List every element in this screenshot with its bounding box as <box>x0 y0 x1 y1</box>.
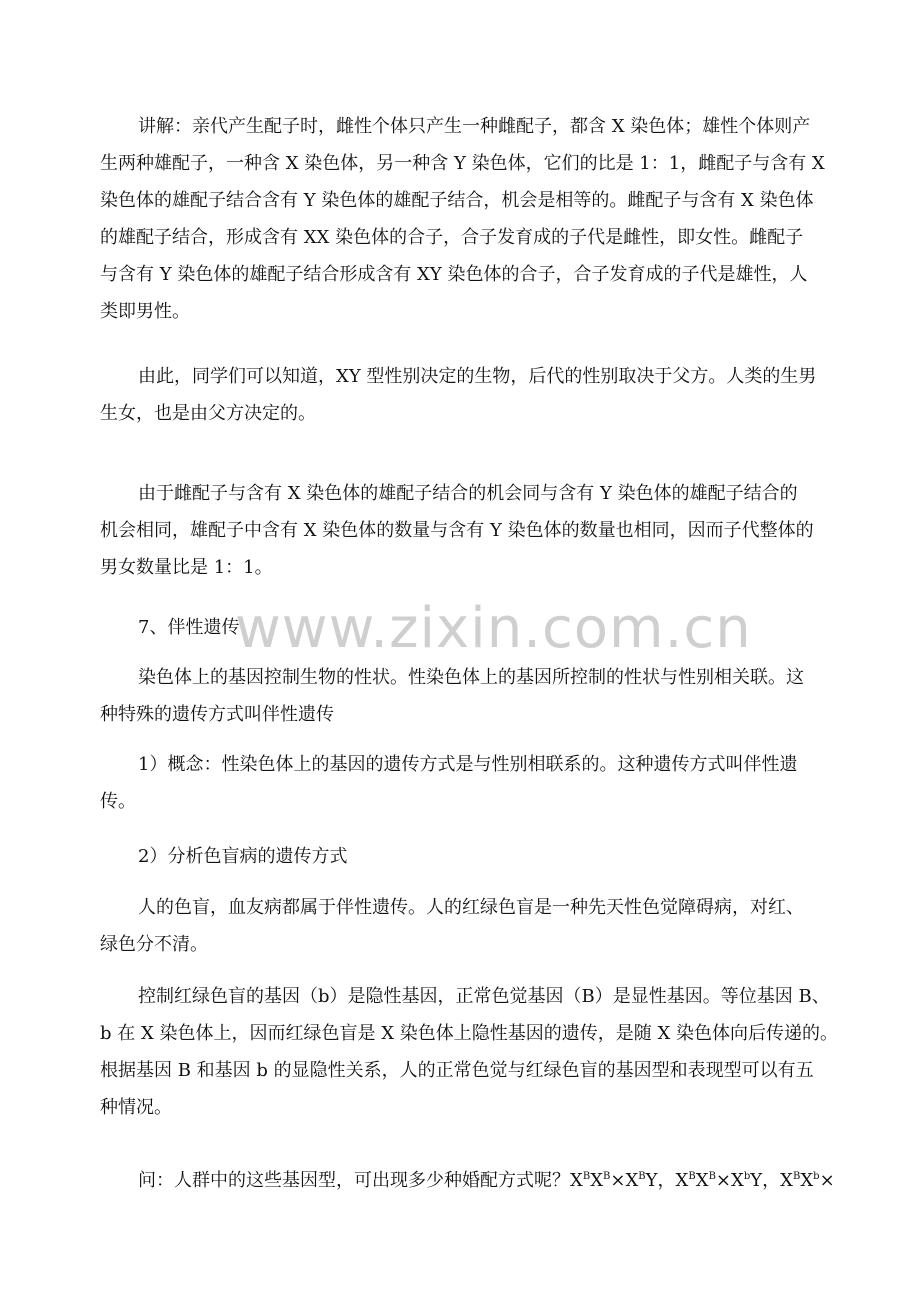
allele-sup: b <box>743 1171 751 1182</box>
allele-sup: b <box>813 1171 820 1182</box>
gene-base: X <box>731 1170 744 1191</box>
paragraph-explanation <box>100 108 824 330</box>
allele-sup: B <box>688 1171 696 1182</box>
gene-base: X <box>625 1170 639 1191</box>
text-line: 染色体的雄配子结合含有 Y 染色体的雄配子结合，机会是相等的。雌配子与含有 X 染色体 <box>100 190 814 211</box>
text-line: 人的色盲，血友病都属于伴性遗传。人的红绿色盲是一种先天性色觉障碍病，对红、 <box>138 897 804 918</box>
allele-sup: B <box>638 1171 646 1182</box>
text-line: 传。 <box>100 791 136 812</box>
gene-base: X <box>780 1170 793 1191</box>
text-line: 绿色分不清。 <box>100 934 208 955</box>
paragraph-conclusion <box>100 358 824 432</box>
cross-1 <box>570 1170 676 1191</box>
gene-base: Y <box>750 1170 763 1191</box>
section-heading <box>100 609 824 646</box>
gene-base: X <box>570 1170 583 1191</box>
cross-operator: × <box>610 1170 626 1191</box>
separator: ， <box>657 1170 676 1191</box>
paragraph-genes <box>100 978 839 1126</box>
gene-base: X <box>675 1170 689 1191</box>
text-line: 染色体上的基因控制生物的性状。性染色体上的基因所控制的性状与性别相关联。这 <box>138 667 804 688</box>
allele-sup: B <box>792 1171 801 1182</box>
separator: ， <box>762 1170 781 1191</box>
text-line: 的雄配子结合，形成含有 XX 染色体的合子，合子发育成的子代是雌性，即女性。雌配子 <box>100 227 804 248</box>
cross-operator: × <box>819 1170 835 1191</box>
gene-base: Y <box>645 1170 658 1191</box>
text-line: 1）概念：性染色体上的基因的遗传方式是与性别相联系的。这种遗传方式叫伴性遗 <box>138 754 798 775</box>
cross-2 <box>676 1170 781 1191</box>
text-line: 种情况。 <box>100 1097 172 1118</box>
allele-sup: B <box>603 1171 611 1182</box>
text-line: 类即男性。 <box>100 301 190 322</box>
text-line: 2）分析色盲病的遗传方式 <box>138 846 348 867</box>
cross-3 <box>780 1170 835 1191</box>
text-line: 生女，也是由父方决定的。 <box>100 403 316 424</box>
allele-sup: B <box>708 1171 716 1182</box>
text-line: 讲解：亲代产生配子时，雌性个体只产生一种雌配子，都含 X 染色体；雄性个体则产 <box>138 116 811 137</box>
text-line: 由于雌配子与含有 X 染色体的雄配子结合的机会同与含有 Y 染色体的雄配子结合的 <box>138 483 798 504</box>
subheading-color-blindness <box>100 838 824 875</box>
paragraph-color-blindness <box>100 889 824 963</box>
text-line: 与含有 Y 染色体的雄配子结合形成含有 XY 染色体的合子，合子发育成的子代是雄性，人 <box>100 264 808 285</box>
text-line: b 在 X 染色体上，因而红绿色盲是 X 染色体上隐性基因的遗传，是随 X 染色体向后传递的。 <box>100 1023 839 1044</box>
paragraph-sex-linked <box>100 659 824 733</box>
question-line <box>100 1162 835 1199</box>
paragraph-concept <box>100 746 824 820</box>
question-text: 问：人群中的这些基因型，可出现多少种婚配方式呢？ <box>138 1170 570 1191</box>
paragraph-ratio <box>100 475 824 586</box>
cross-operator: × <box>715 1170 732 1191</box>
gene-base: X <box>800 1170 814 1191</box>
allele-sup: B <box>582 1171 591 1182</box>
text-line: 控制红绿色盲的基因（b）是隐性基因，正常色觉基因（B）是显性基因。等位基因 B、 <box>138 986 830 1007</box>
text-line: 种特殊的遗传方式叫伴性遗传 <box>100 704 334 725</box>
gene-base: X <box>695 1170 709 1191</box>
text-line: 7、伴性遗传 <box>138 617 240 638</box>
text-line: 由此，同学们可以知道，XY 型性别决定的生物，后代的性别取决于父方。人类的生男 <box>138 366 817 387</box>
gene-base: X <box>590 1170 604 1191</box>
text-line: 根据基因 B 和基因 b 的显隐性关系，人的正常色觉与红绿色盲的基因型和表现型可以有五 <box>100 1060 814 1081</box>
text-line: 生两种雄配子，一种含 X 染色体，另一种含 Y 染色体，它们的比是 1：1，雌配子与含有 X <box>100 153 825 174</box>
text-line: 机会相同，雄配子中含有 X 染色体的数量与含有 Y 染色体的数量也相同，因而子代整体的 <box>100 520 814 541</box>
text-line: 男女数量比是 1：1。 <box>100 557 273 578</box>
question-paragraph <box>100 1162 835 1199</box>
watermark: www.zixin.com.cn <box>235 596 752 661</box>
